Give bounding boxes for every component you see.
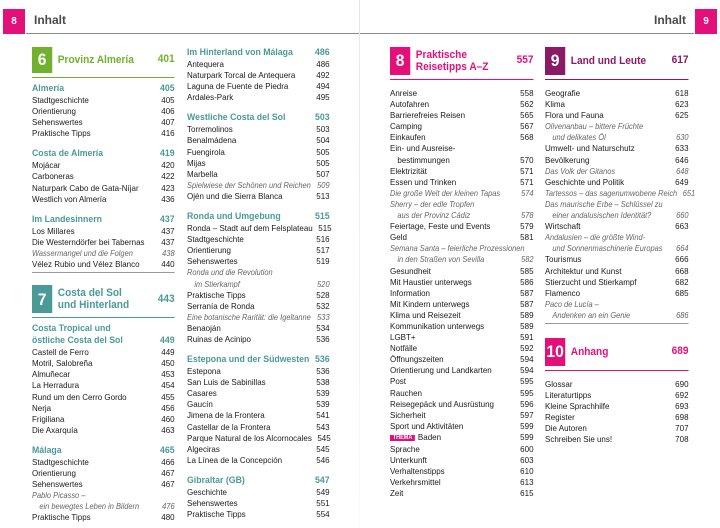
toc-entry[interactable]: Stadtgeschichte 405 bbox=[32, 95, 175, 105]
toc-entry[interactable]: Zeit 615 bbox=[390, 488, 534, 499]
toc-entry[interactable]: Orientierung 406 bbox=[32, 106, 175, 117]
toc-entry[interactable]: San Luis de Sabinillas 538 bbox=[187, 377, 330, 388]
toc-entry[interactable]: Sicherheit 597 bbox=[390, 409, 534, 420]
toc-entry[interactable]: Verkehrsmittel 613 bbox=[390, 477, 534, 488]
toc-entry[interactable]: Notfälle 592 bbox=[390, 343, 534, 354]
toc-entry[interactable]: Gaucín 539 bbox=[187, 399, 330, 410]
section-ronda[interactable]: Ronda und Umgebung 515 bbox=[187, 211, 330, 223]
toc-entry[interactable]: Literaturtipps 692 bbox=[545, 390, 689, 401]
chapter-9-header[interactable] bbox=[545, 47, 689, 75]
toc-entry[interactable]: Ruinas de Acinipo 536 bbox=[187, 333, 330, 344]
chapter-title: Costa del Sol und Hinterland bbox=[57, 287, 130, 312]
toc-entry[interactable]: Naturpark Torcal de Antequera 492 bbox=[187, 70, 330, 81]
toc-special-entry[interactable]: Pablo Picasso – ein bewegtes Leben in Bildern 476 bbox=[32, 491, 175, 512]
toc-entry[interactable]: Estepona 536 bbox=[187, 366, 330, 377]
toc-entry[interactable]: Öffnungszeiten 594 bbox=[390, 354, 534, 365]
toc-entry[interactable]: Mit Kindern unterwegs 587 bbox=[390, 298, 534, 309]
chapter-page: 689 bbox=[671, 345, 689, 358]
toc-entry[interactable]: Unterkunft 603 bbox=[390, 455, 534, 466]
toc-entry[interactable]: LGBT+ 591 bbox=[390, 332, 534, 343]
chapter-7-header[interactable] bbox=[32, 285, 175, 313]
toc-entry[interactable]: Geografie 618 bbox=[545, 88, 689, 98]
toc-entry[interactable]: Nerja 456 bbox=[32, 402, 175, 413]
toc-entry[interactable]: Naturpark Cabo de Gata-Níjar 423 bbox=[32, 182, 175, 193]
toc-entry[interactable]: Castell de Ferro 449 bbox=[32, 347, 175, 358]
toc-entry[interactable]: Klima und Reisezeit 589 bbox=[390, 309, 534, 320]
toc-entry[interactable]: Jimena de la Frontera 541 bbox=[187, 410, 330, 421]
top-rule-right bbox=[360, 33, 694, 34]
toc-entry[interactable]: Die Axarquía 463 bbox=[32, 424, 175, 435]
toc-entry[interactable]: Einkaufen 568 bbox=[390, 132, 534, 143]
toc-entry[interactable]: Autofahren 562 bbox=[390, 99, 534, 110]
toc-special-entry[interactable]: Semana Santa – feierliche Prozessionen in den Straßen von Sevilla 582 bbox=[390, 244, 534, 265]
toc-entry[interactable]: Barrierefreies Reisen 565 bbox=[390, 110, 534, 121]
chapter-8-header[interactable] bbox=[390, 47, 534, 75]
toc-entry[interactable]: Benaoján 534 bbox=[187, 322, 330, 333]
toc-entry[interactable]: Geschichte und Politik 649 bbox=[545, 176, 689, 187]
toc-entry[interactable]: Sprache 600 bbox=[390, 444, 534, 454]
toc-special-entry[interactable]: Andalusien – die größte Wind- und Sonnenmaschinerie Europas 664 bbox=[545, 233, 689, 254]
toc-entry[interactable]: Elektrizität 571 bbox=[390, 165, 534, 176]
toc-entry[interactable]: Algeciras 545 bbox=[187, 443, 330, 454]
toc-special-entry[interactable]: Ronda und die Revolution im Stierkampf 520 bbox=[187, 268, 330, 289]
toc-entry[interactable]: Sport und Aktivitäten 599 bbox=[390, 420, 534, 431]
toc-entry[interactable]: Casares 539 bbox=[187, 388, 330, 399]
toc-entry[interactable]: Flora und Fauna 625 bbox=[545, 110, 689, 121]
toc-entry[interactable]: bestimmungen 570 bbox=[397, 154, 534, 165]
section-estepona[interactable]: Estepona und der Südwesten 536 bbox=[187, 354, 330, 366]
toc-entry[interactable]: Stadtgeschichte 516 bbox=[187, 234, 330, 245]
toc-entry[interactable]: Antequera 486 bbox=[187, 59, 330, 69]
running-title-left: Inhalt bbox=[34, 13, 66, 27]
toc-entry[interactable]: Glossar 690 bbox=[545, 378, 689, 389]
thema-badge: THEMA bbox=[390, 435, 415, 441]
toc-special-entry[interactable]: Das maurische Erbe – Schlüssel zu einer andalusischen Identität? 660 bbox=[545, 199, 689, 221]
chapter-title: Praktische Reisetipps A–Z bbox=[415, 49, 489, 73]
chapter-number: 10 bbox=[545, 338, 565, 366]
chapter-rule bbox=[32, 317, 175, 318]
toc-entry[interactable]: Sehenswertes 407 bbox=[32, 117, 175, 128]
toc-entry[interactable]: Praktische Tipps 554 bbox=[187, 509, 330, 520]
toc-entry[interactable]: Verhaltenstipps 610 bbox=[390, 466, 534, 477]
toc-entry[interactable]: Post 595 bbox=[390, 376, 534, 387]
toc-column-4 bbox=[545, 47, 696, 446]
toc-entry[interactable]: Bevölkerung 646 bbox=[545, 154, 689, 165]
toc-entry[interactable]: Wirtschaft 663 bbox=[545, 221, 689, 232]
right-page bbox=[360, 0, 720, 528]
section-gibraltar[interactable]: Gibraltar (GB) 547 bbox=[187, 474, 330, 486]
toc-entry[interactable]: Rauchen 595 bbox=[390, 387, 534, 398]
toc-entry[interactable]: Orientierung 467 bbox=[32, 467, 175, 478]
chapter-6-header[interactable] bbox=[32, 47, 175, 73]
toc-entry[interactable]: Klima 623 bbox=[545, 99, 689, 110]
toc-special-entry[interactable]: Eine botanische Rarität: die Igeltanne 533 bbox=[187, 312, 330, 322]
toc-column-2 bbox=[187, 47, 330, 520]
toc-special-entry[interactable]: Sherry – der edle Tropfen aus der Provinz Cádiz 578 bbox=[390, 199, 534, 221]
chapter-rule bbox=[390, 79, 534, 80]
toc-entry[interactable]: Geld 581 bbox=[390, 232, 534, 243]
toc-entry[interactable]: Ojén und die Sierra Blanca 513 bbox=[187, 190, 330, 201]
toc-entry[interactable]: Carboneras 422 bbox=[32, 171, 175, 182]
toc-entry[interactable]: Serranía de Ronda 532 bbox=[187, 300, 330, 311]
toc-entry[interactable]: Register 698 bbox=[545, 412, 689, 423]
toc-entry[interactable]: Schreiben Sie uns! 708 bbox=[545, 434, 689, 445]
running-title-right: Inhalt bbox=[654, 13, 686, 27]
toc-column-3 bbox=[390, 47, 534, 499]
toc-special-entry[interactable]: Olivenanbau – bittere Früchte und delikates Öl 630 bbox=[545, 122, 689, 143]
top-rule-left bbox=[26, 33, 360, 34]
chapter-number: 9 bbox=[545, 47, 565, 75]
toc-entry-thema[interactable]: THEMA Baden 599 bbox=[390, 432, 534, 444]
toc-entry[interactable]: Essen und Trinken 571 bbox=[390, 176, 534, 187]
section-westliche[interactable]: Westliche Costa del Sol 503 bbox=[187, 112, 330, 124]
toc-entry[interactable]: Flamenco 685 bbox=[545, 287, 689, 298]
toc-entry[interactable]: Architektur und Kunst 668 bbox=[545, 265, 689, 276]
section-hinterland[interactable]: Im Hinterland von Málaga 486 bbox=[187, 47, 330, 58]
toc-entry[interactable]: Marbella 507 bbox=[187, 168, 330, 179]
toc-entry[interactable]: Die Westerndörfer bei Tabernas 437 bbox=[32, 236, 175, 247]
toc-entry[interactable]: Die Autoren 707 bbox=[545, 423, 689, 434]
toc-entry[interactable]: Mojácar 420 bbox=[32, 160, 175, 171]
toc-entry[interactable]: Laguna de Fuente de Piedra 494 bbox=[187, 81, 330, 92]
toc-entry[interactable]: Vélez Rubio und Vélez Blanco 440 bbox=[32, 259, 175, 270]
toc-entry[interactable]: Almuñecar 453 bbox=[32, 369, 175, 380]
chapter-rule bbox=[545, 79, 689, 80]
chapter-number: 8 bbox=[390, 47, 410, 75]
chapter-number: 6 bbox=[32, 47, 52, 73]
toc-entry[interactable]: Stadtgeschichte 466 bbox=[32, 456, 175, 467]
chapter-10-header[interactable] bbox=[545, 338, 689, 366]
toc-entry[interactable]: Praktische Tipps 480 bbox=[32, 512, 175, 523]
toc-entry[interactable]: Westlich von Almería 436 bbox=[32, 193, 175, 204]
section-costa-almeria[interactable]: Costa de Almería 419 bbox=[32, 148, 175, 160]
chapter-rule bbox=[545, 370, 689, 371]
chapter-number: 7 bbox=[32, 285, 52, 313]
chapter-page: 557 bbox=[516, 54, 534, 67]
toc-entry[interactable]: Sehenswertes 467 bbox=[32, 479, 175, 490]
toc-entry[interactable]: Sehenswertes 551 bbox=[187, 498, 330, 508]
toc-special-entry[interactable]: Die große Welt der kleinen Tapas 574 bbox=[390, 188, 534, 198]
toc-column-1 bbox=[32, 47, 175, 523]
page-number-tab-left: 8 bbox=[3, 9, 25, 34]
toc-entry[interactable]: Umwelt- und Naturschutz 633 bbox=[545, 143, 689, 154]
toc-entry[interactable]: Anreise 558 bbox=[390, 88, 534, 98]
toc-entry[interactable]: Ein- und Ausreise- bbox=[390, 143, 456, 154]
page-number-tab-right: 9 bbox=[695, 9, 717, 34]
toc-entry[interactable]: Orientierung 517 bbox=[187, 245, 330, 256]
chapter-page: 617 bbox=[671, 54, 689, 67]
chapter-rule bbox=[32, 77, 175, 78]
toc-entry[interactable]: Feiertage, Feste und Events 579 bbox=[390, 221, 534, 232]
toc-entry[interactable]: Torremolinos 503 bbox=[187, 124, 330, 135]
toc-entry[interactable]: Castellar de la Frontera 543 bbox=[187, 421, 330, 432]
toc-entry[interactable]: Rund um den Cerro Gordo 455 bbox=[32, 391, 175, 402]
toc-entry[interactable]: Ardales-Park 495 bbox=[187, 92, 330, 103]
toc-entry[interactable]: Orientierung und Landkarten 594 bbox=[390, 365, 534, 376]
toc-special-entry[interactable]: Paco de Lucía – Andenken an ein Genie 686 bbox=[545, 299, 689, 320]
section-almeria[interactable]: Almería 405 bbox=[32, 83, 175, 94]
toc-special-entry[interactable]: Tartessos – das sagenumwobene Reich 651 bbox=[545, 188, 696, 198]
toc-entry[interactable]: Kleine Sprachhilfe 693 bbox=[545, 401, 689, 412]
toc-entry[interactable]: Tourismus 666 bbox=[545, 254, 689, 265]
chapter-page: 443 bbox=[157, 292, 175, 305]
toc-entry[interactable]: Mit Haustier unterwegs 586 bbox=[390, 276, 534, 287]
toc-entry[interactable]: Los Millares 437 bbox=[32, 225, 175, 236]
chapter-title: Provinz Almería bbox=[57, 54, 134, 66]
toc-entry[interactable]: La Línea de la Concepción 546 bbox=[187, 454, 330, 465]
toc-entry[interactable]: Praktische Tipps 528 bbox=[187, 289, 330, 300]
toc-entry[interactable]: Benalmádena 504 bbox=[187, 135, 330, 146]
chapter-title: Land und Leute bbox=[570, 55, 647, 67]
toc-special-entry[interactable]: Das Volk der Gitanos 648 bbox=[545, 166, 689, 176]
section-malaga[interactable]: Málaga 465 bbox=[32, 444, 175, 456]
toc-entry[interactable]: Reisegepäck und Ausrüstung 596 bbox=[390, 398, 534, 409]
toc-entry[interactable]: Stierzucht und Stierkampf 682 bbox=[545, 276, 689, 287]
section-landesinnern[interactable]: Im Landesinnern 437 bbox=[32, 213, 175, 225]
chapter-page: 401 bbox=[157, 53, 175, 66]
section-costa-tropical[interactable]: Costa Tropical und östliche Costa del Sol 449 bbox=[32, 323, 175, 347]
toc-special-entry[interactable]: Wassermangel und die Folgen 438 bbox=[32, 248, 175, 258]
toc-entry[interactable]: Fuengirola 505 bbox=[187, 146, 330, 157]
toc-entry[interactable]: Sehenswertes 519 bbox=[187, 256, 330, 267]
toc-entry[interactable]: Information 587 bbox=[390, 287, 534, 298]
toc-entry[interactable]: Parque Natural de los Alcornocales 545 bbox=[187, 432, 331, 443]
toc-entry[interactable]: Mijas 505 bbox=[187, 157, 330, 168]
toc-entry[interactable]: Praktische Tipps 416 bbox=[32, 128, 175, 139]
chapter-title: Anhang bbox=[570, 345, 609, 358]
toc-entry[interactable]: La Herradura 454 bbox=[32, 380, 175, 391]
toc-entry[interactable]: Motril, Salobreña 450 bbox=[32, 358, 175, 369]
toc-entry[interactable]: Ronda – Stadt auf dem Felsplateau 515 bbox=[187, 223, 332, 234]
toc-entry[interactable]: Kommunikation unterwegs 589 bbox=[390, 320, 534, 331]
toc-entry[interactable]: Gesundheit 585 bbox=[390, 265, 534, 276]
toc-entry[interactable]: Camping 567 bbox=[390, 121, 534, 132]
toc-entry[interactable]: Frigiliana 460 bbox=[32, 413, 175, 424]
toc-entry[interactable]: Geschichte 549 bbox=[187, 486, 330, 497]
toc-special-entry[interactable]: Spielwiese der Schönen und Reichen 509 bbox=[187, 180, 330, 190]
